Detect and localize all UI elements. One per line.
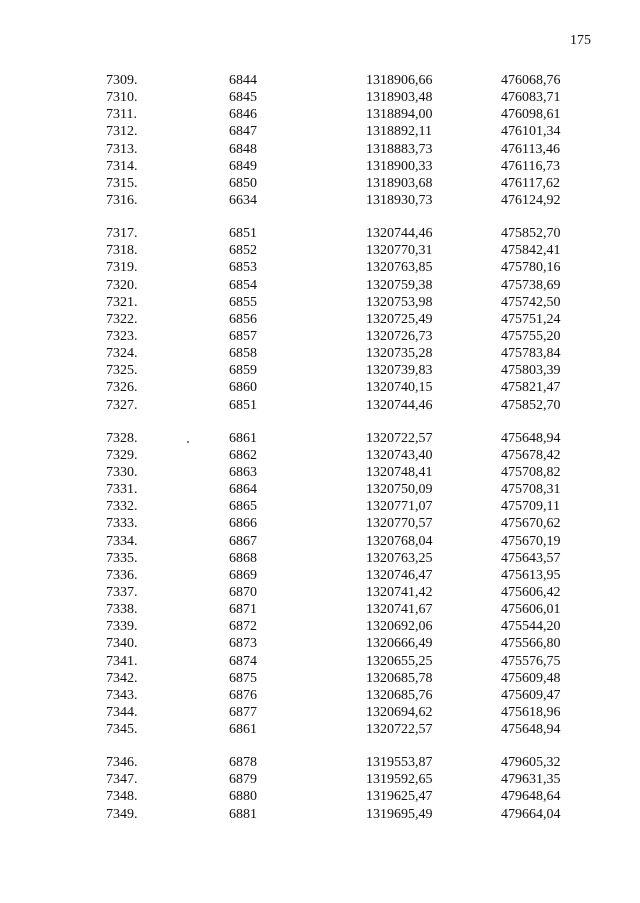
y-coordinate: 475852,70: [501, 397, 561, 413]
y-coordinate: 476101,34: [501, 124, 561, 140]
table-group: [0, 72, 640, 209]
x-coordinate: 1320770,31: [366, 243, 433, 259]
y-coordinate: 475755,20: [501, 328, 561, 344]
point-id: 6853: [229, 260, 257, 276]
table-row: [0, 379, 640, 396]
point-id: 6863: [229, 464, 257, 480]
y-coordinate: 476117,62: [501, 175, 560, 191]
point-id: 6851: [229, 397, 257, 413]
y-coordinate: 475576,75: [501, 653, 561, 669]
point-id: 6861: [229, 722, 257, 738]
x-coordinate: 1319592,65: [366, 772, 433, 788]
table-row: [0, 464, 640, 481]
point-id: 6851: [229, 226, 257, 242]
table-row: [0, 670, 640, 687]
point-id: 6858: [229, 346, 257, 362]
row-number: 7319.: [106, 260, 138, 276]
row-number: 7347.: [106, 772, 138, 788]
y-coordinate: 476098,61: [501, 107, 561, 123]
table-row: [0, 771, 640, 788]
y-coordinate: 475606,42: [501, 584, 561, 600]
table-row: [0, 106, 640, 123]
x-coordinate: 1320725,49: [366, 311, 433, 327]
row-number: 7344.: [106, 704, 138, 720]
table-row: [0, 311, 640, 328]
table-group: [0, 225, 640, 414]
y-coordinate: 479631,35: [501, 772, 561, 788]
point-id: 6876: [229, 687, 257, 703]
x-coordinate: 1320655,25: [366, 653, 433, 669]
y-coordinate: 475670,62: [501, 516, 561, 532]
point-id: 6846: [229, 107, 257, 123]
x-coordinate: 1320744,46: [366, 397, 433, 413]
x-coordinate: 1320722,57: [366, 722, 433, 738]
row-number: 7316.: [106, 192, 138, 208]
row-number: 7318.: [106, 243, 138, 259]
point-id: 6855: [229, 294, 257, 310]
y-coordinate: 475803,39: [501, 363, 561, 379]
x-coordinate: 1318894,00: [366, 107, 433, 123]
x-coordinate: 1318903,48: [366, 90, 433, 106]
table-row: [0, 192, 640, 209]
y-coordinate: 475780,16: [501, 260, 561, 276]
point-id: 6869: [229, 567, 257, 583]
x-coordinate: 1320740,15: [366, 380, 433, 396]
y-coordinate: 475783,84: [501, 346, 561, 362]
point-id: 6880: [229, 789, 257, 805]
y-coordinate: 476083,71: [501, 90, 561, 106]
page-number: 175: [570, 33, 591, 48]
row-number: 7310.: [106, 90, 138, 106]
table-row: [0, 498, 640, 515]
table-row: [0, 601, 640, 618]
table-row: [0, 277, 640, 294]
table-row: [0, 72, 640, 89]
table-row: [0, 550, 640, 567]
x-coordinate: 1320746,47: [366, 567, 433, 583]
y-coordinate: 475648,94: [501, 430, 561, 446]
point-id: 6873: [229, 636, 257, 652]
point-id: 6859: [229, 363, 257, 379]
row-number: 7321.: [106, 294, 138, 310]
point-id: 6861: [229, 430, 257, 446]
table-row: [0, 345, 640, 362]
x-coordinate: 1320739,83: [366, 363, 433, 379]
x-coordinate: 1320753,98: [366, 294, 433, 310]
row-number: 7324.: [106, 346, 138, 362]
table-row: [0, 618, 640, 635]
stray-dot: [187, 441, 189, 443]
x-coordinate: 1319553,87: [366, 755, 433, 771]
row-number: 7349.: [106, 806, 138, 822]
row-number: 7334.: [106, 533, 138, 549]
table-row: [0, 635, 640, 652]
row-number: 7315.: [106, 175, 138, 191]
x-coordinate: 1320685,78: [366, 670, 433, 686]
table-row: [0, 123, 640, 140]
x-coordinate: 1320750,09: [366, 482, 433, 498]
y-coordinate: 475609,47: [501, 687, 561, 703]
point-id: 6878: [229, 755, 257, 771]
row-number: 7348.: [106, 789, 138, 805]
table-row: [0, 242, 640, 259]
x-coordinate: 1320759,38: [366, 277, 433, 293]
x-coordinate: 1320763,85: [366, 260, 433, 276]
row-number: 7309.: [106, 73, 138, 88]
row-number: 7346.: [106, 755, 138, 771]
row-number: 7341.: [106, 653, 138, 669]
table-row: [0, 225, 640, 242]
point-id: 6874: [229, 653, 257, 669]
x-coordinate: 1320770,57: [366, 516, 433, 532]
y-coordinate: 475566,80: [501, 636, 561, 652]
row-number: 7313.: [106, 141, 138, 157]
row-number: 7338.: [106, 602, 138, 618]
x-coordinate: 1320735,28: [366, 346, 433, 362]
y-coordinate: 475709,11: [501, 499, 560, 515]
x-coordinate: 1320763,25: [366, 550, 433, 566]
point-id: 6634: [229, 192, 257, 208]
y-coordinate: 475708,31: [501, 482, 561, 498]
x-coordinate: 1320694,62: [366, 704, 433, 720]
row-number: 7335.: [106, 550, 138, 566]
point-id: 6857: [229, 328, 257, 344]
y-coordinate: 475544,20: [501, 619, 561, 635]
y-coordinate: 475670,19: [501, 533, 561, 549]
table-row: [0, 447, 640, 464]
x-coordinate: 1318892,11: [366, 124, 432, 140]
row-number: 7325.: [106, 363, 138, 379]
table-row: [0, 158, 640, 175]
row-number: 7327.: [106, 397, 138, 413]
table-row: [0, 397, 640, 414]
x-coordinate: 1318883,73: [366, 141, 433, 157]
point-id: 6877: [229, 704, 257, 720]
y-coordinate: 475678,42: [501, 447, 561, 463]
y-coordinate: 475842,41: [501, 243, 561, 259]
point-id: 6856: [229, 311, 257, 327]
point-id: 6879: [229, 772, 257, 788]
table-row: [0, 294, 640, 311]
table-row: [0, 89, 640, 106]
point-id: 6852: [229, 243, 257, 259]
row-number: 7332.: [106, 499, 138, 515]
y-coordinate: 475606,01: [501, 602, 561, 618]
y-coordinate: 475613,95: [501, 567, 561, 583]
x-coordinate: 1318930,73: [366, 192, 433, 208]
x-coordinate: 1319695,49: [366, 806, 433, 822]
point-id: 6850: [229, 175, 257, 191]
y-coordinate: 476116,73: [501, 158, 560, 174]
x-coordinate: 1320743,40: [366, 447, 433, 463]
table-row: [0, 533, 640, 550]
table-row: [0, 687, 640, 704]
y-coordinate: 475609,48: [501, 670, 561, 686]
table-row: [0, 430, 640, 447]
point-id: 6866: [229, 516, 257, 532]
y-coordinate: 479664,04: [501, 806, 561, 822]
row-number: 7343.: [106, 687, 138, 703]
y-coordinate: 475751,24: [501, 311, 561, 327]
y-coordinate: 475643,57: [501, 550, 561, 566]
point-id: 6849: [229, 158, 257, 174]
table-row: [0, 788, 640, 805]
x-coordinate: 1320744,46: [366, 226, 433, 242]
table-row: [0, 328, 640, 345]
row-number: 7331.: [106, 482, 138, 498]
x-coordinate: 1319625,47: [366, 789, 433, 805]
y-coordinate: 475708,82: [501, 464, 561, 480]
y-coordinate: 475821,47: [501, 380, 561, 396]
point-id: 6868: [229, 550, 257, 566]
row-number: 7337.: [106, 584, 138, 600]
point-id: 6854: [229, 277, 257, 293]
x-coordinate: 1320771,07: [366, 499, 433, 515]
y-coordinate: 475648,94: [501, 722, 561, 738]
y-coordinate: 476124,92: [501, 192, 561, 208]
row-number: 7330.: [106, 464, 138, 480]
table-row: [0, 704, 640, 721]
y-coordinate: 475738,69: [501, 277, 561, 293]
y-coordinate: 476068,76: [501, 73, 561, 88]
x-coordinate: 1320768,04: [366, 533, 433, 549]
table-row: [0, 141, 640, 158]
table-group: [0, 754, 640, 823]
row-number: 7333.: [106, 516, 138, 532]
table-row: [0, 515, 640, 532]
x-coordinate: 1318906,66: [366, 73, 433, 88]
point-id: 6862: [229, 447, 257, 463]
y-coordinate: 479605,32: [501, 755, 561, 771]
table-row: [0, 806, 640, 823]
point-id: 6870: [229, 584, 257, 600]
table-row: [0, 653, 640, 670]
point-id: 6875: [229, 670, 257, 686]
row-number: 7311.: [106, 107, 137, 123]
x-coordinate: 1318900,33: [366, 158, 433, 174]
table-group: [0, 430, 640, 739]
point-id: 6860: [229, 380, 257, 396]
y-coordinate: 475742,50: [501, 294, 561, 310]
table-row: [0, 481, 640, 498]
point-id: 6872: [229, 619, 257, 635]
x-coordinate: 1320726,73: [366, 328, 433, 344]
point-id: 6865: [229, 499, 257, 515]
row-number: 7317.: [106, 226, 138, 242]
row-number: 7322.: [106, 311, 138, 327]
table-row: [0, 721, 640, 738]
point-id: 6864: [229, 482, 257, 498]
table-row: [0, 754, 640, 771]
row-number: 7342.: [106, 670, 138, 686]
row-number: 7345.: [106, 722, 138, 738]
x-coordinate: 1320692,06: [366, 619, 433, 635]
x-coordinate: 1320741,42: [366, 584, 433, 600]
row-number: 7312.: [106, 124, 138, 140]
table-row: [0, 584, 640, 601]
point-id: 6844: [229, 73, 257, 88]
x-coordinate: 1318903,68: [366, 175, 433, 191]
x-coordinate: 1320685,76: [366, 687, 433, 703]
point-id: 6867: [229, 533, 257, 549]
coordinate-table: [0, 72, 640, 839]
row-number: 7326.: [106, 380, 138, 396]
table-row: [0, 567, 640, 584]
x-coordinate: 1320748,41: [366, 464, 433, 480]
row-number: 7336.: [106, 567, 138, 583]
y-coordinate: 475852,70: [501, 226, 561, 242]
row-number: 7339.: [106, 619, 138, 635]
y-coordinate: 476113,46: [501, 141, 560, 157]
row-number: 7329.: [106, 447, 138, 463]
point-id: 6847: [229, 124, 257, 140]
x-coordinate: 1320666,49: [366, 636, 433, 652]
y-coordinate: 479648,64: [501, 789, 561, 805]
point-id: 6845: [229, 90, 257, 106]
table-row: [0, 175, 640, 192]
row-number: 7328.: [106, 430, 138, 446]
row-number: 7340.: [106, 636, 138, 652]
x-coordinate: 1320741,67: [366, 602, 433, 618]
row-number: 7320.: [106, 277, 138, 293]
row-number: 7323.: [106, 328, 138, 344]
table-row: [0, 259, 640, 276]
point-id: 6871: [229, 602, 257, 618]
table-row: [0, 362, 640, 379]
row-number: 7314.: [106, 158, 138, 174]
x-coordinate: 1320722,57: [366, 430, 433, 446]
y-coordinate: 475618,96: [501, 704, 561, 720]
point-id: 6848: [229, 141, 257, 157]
point-id: 6881: [229, 806, 257, 822]
